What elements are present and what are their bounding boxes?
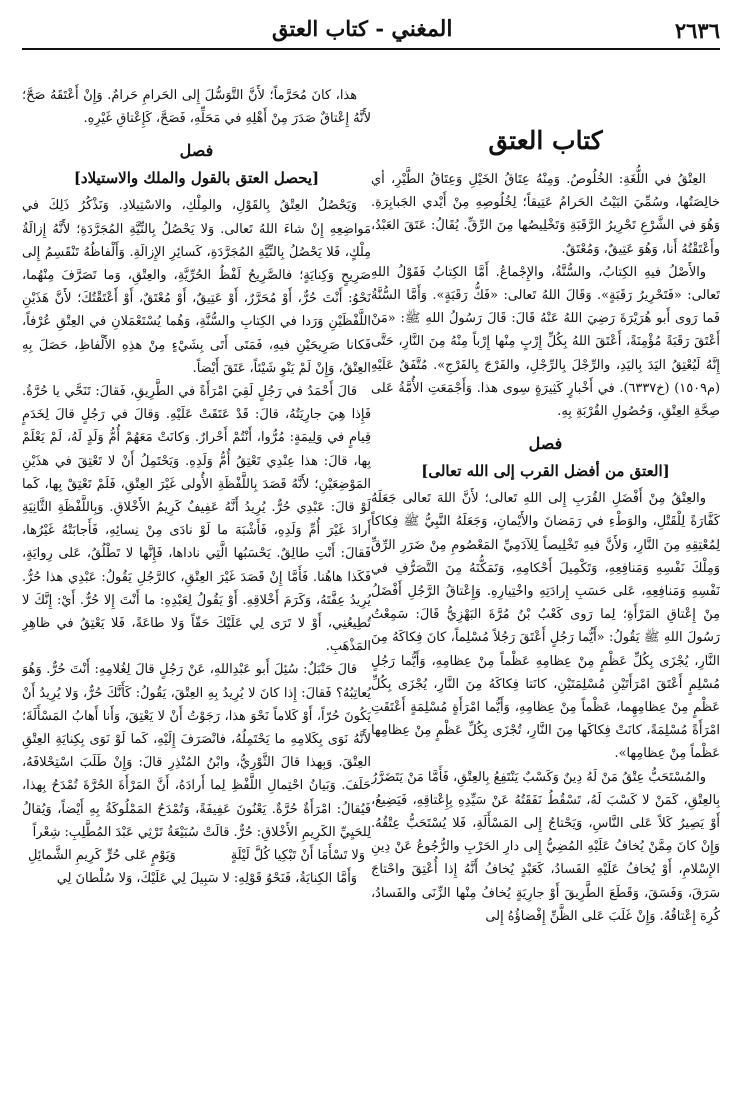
paragraph: قالَ أَحْمَدُ في رَجُلٍ لَقِيَ امْرَأَةً في الطَّرِيقِ، فَقالَ: تَنَحَّي يا حُرَّةُ. فَإِذا هِيَ جارِيَتُهُ، قالَ: قَدْ عَتَقَتْ عَلَيْهِ. وَقالَ في رَجُلٍ قالَ لِخَدَمٍ قِيامٍ في وَلِيمَةٍ: مُرُّوا، أَنْتُمْ أَحْرارٌ. وَكانَتْ مَعَهُمْ أُمُّ وَلَدٍ لَهُ، لَمْ يَعْلَمْ بِها، قالَ: هذا عِنْدِي تَعْتِقُ أُمُّ وَلَدِهِ. وَيَحْتَمِلُ أَنْ لا تَعْتِقَ في هذَيْنِ المَوْضِعَيْنِ؛ لأَنَّهُ قَصَدَ بِاللَّفْظَةِ الأُولى غَيْرَ العِتْقِ، فَلَمْ تَعْتِقْ بِها، كَما لَوْ قالَ: عَبْدِي حُرٌّ. يُرِيدُ أَنَّهُ عَفِيفٌ كَرِيمُ الأَخْلاقِ. وَبِاللَّفْظَةِ الثَّانِيَةِ أَرادَ غَيْرَ أُمِّ وَلَدِهِ، فَأَشْبَهَ ما لَوْ نادَى مِنْ نِسائِهِ، فَأَجابَتْهُ غَيْرُها، فَقالَ: أَنْتِ طالِقٌ. يَحْسَبُها الَّتِي ناداها، فَإِنَّها لا تَطْلُقُ، عَلى رِوايَةٍ، فَكَذا هاهُنا. فَأَمَّا إِنْ قَصَدَ غَيْرَ العِتْقِ، كالرَّجُلِ يَقُولُ: عَبْدِي هذا حُرٌّ. يُرِيدُ عِفَّتَهُ، وَكَرَمَ أَخْلاقِهِ. أَوْ يَقُولُ لِعَبْدِهِ: ما أَنْتَ إِلا حُرٌّ. أَيْ: إِنَّكَ لا تُطِيعُنِي، أَوْ لا تَرَى لِي عَلَيْكَ حَقّاً وَلا طاعَةً، فَلا يَعْتِقُ في ظاهِرِ المَذْهَبِ. — [22, 384, 371, 655]
section-subtitle: [العتق من أفضل القرب إلى الله تعالى] — [421, 462, 670, 481]
page-number: ٢٦٣٦ — [674, 18, 720, 43]
chapter-title: كتاب العتق — [488, 126, 603, 155]
paragraph: والأَصْلُ فيهِ الكِتابُ، والسُّنَّةُ، والإِجْماعُ. أَمَّا الكِتابُ فَقَوْلُ اللهِ تَعالى: «فَتَحْرِيرُ رَقَبَةٍ». وَقَالَ اللهُ تَعالى: «فَكُّ رَقَبَةٍ». وَأَمَّا السُّنَّةُ فَما رَوى أَبو هُرَيْرَةَ رَضِيَ اللهُ عَنْهُ قَالَ: قَالَ رَسُولُ اللهِ ﷺ: «مَنْ أَعْتَقَ رَقَبَةً مُؤْمِنَةً، أَعْتَقَ اللهُ بِكُلِّ إِرْبٍ مِنْها إِرْباً مِنْهُ مِنَ النَّارِ، حَتَّى إِنَّهُ لَيُعْتِقُ اليَدَ بِاليَدِ، والرِّجْلَ بِالرِّجْلِ، والفَرْجَ بِالفَرْجِ». مُتَّفَقٌ عَلَيْهِ (م١٥٠٩) (خ٦٣٣٧). في أَخْبارٍ كَثِيرَةٍ سِوى هذا. وَأَجْمَعَتِ الأُمَّةُ عَلى صِحَّةِ العِتْقِ، وَحُصُولِ القُرْبَةِ بِهِ. — [371, 264, 720, 420]
section-subtitle: [يحصل العتق بالقول والملك والاستيلاد] — [73, 169, 320, 188]
right-column — [371, 80, 720, 1090]
section-label: فصل — [528, 434, 563, 454]
book-title: المغني — [391, 16, 453, 42]
paragraph: وَيَحْصُلُ العِتْقُ بِالقَوْلِ، والمِلْكِ، والاسْتِيلادِ. وَنَذْكُرُ ذَلِكَ في مَواضِعِهِ إِنْ شاءَ اللهُ تَعالى. وَلا يَحْصُلُ بِالنِّيَّةِ المُجَرَّدَةِ؛ لأَنَّهُ إِزالَةُ مِلْكٍ، فَلا يَحْصُلُ بِالنِّيَّةِ المُجَرَّدَةِ، كَسائِرِ الإِزالَةِ. وَأَلْفاظُهُ تَنْقَسِمُ إِلى صَرِيحٍ وَكِنايَةٍ؛ فالصَّرِيحُ لَفْظُ الحُرِّيَّةِ، والعِتْقِ، وَما تَصَرَّفَ مِنْهُما، نَحْوُ: أَنْتَ حُرٌّ، أَوْ مُحَرَّرٌ، أَوْ عَتِيقٌ، أَوْ مُعْتَقٌ، أَوْ أَعْتَقْتُكَ؛ لأَنَّ هَذَيْنِ اللَّفْظَيْنِ وَرَدا في الكِتابِ والسُّنَّةِ، وَهُما يُسْتَعْمَلانِ في العِتْقِ عُرْفاً، فَكانا صَرِيحَيْنِ فيهِ، فَمَتَى أَتَى بِشَيْءٍ مِنْ هذِهِ الأَلْفاظِ، حَصَلَ بِهِ العِتْقُ، وَإِنْ لَمْ يَنْوِ شَيْئاً، عَتَقَ أَيْضاً. — [22, 198, 371, 376]
running-title — [272, 16, 453, 42]
paragraph: العِتْقُ في اللُّغَةِ: الخُلُوصُ. وَمِنْهُ عِتَاقُ الخَيْلِ وَعِتَاقُ الطَّيْرِ، أي خالِصَتُها، وسُمِّيَ البَيْتُ الحَرامُ عَتِيقاً؛ لِخُلُوصِهِ مِنْ أَيْدي الجَبابِرَةِ. وَهُوَ في الشَّرْعِ تَحْرِيرُ الرَّقَبَةِ وَتَخْلِيصُها مِنَ الرِّقِّ. يُقَالُ: عَتَقَ العَبْدُ، وأَعْتَقْتُهُ أَنا، وَهُوَ عَتِيقٌ، وَمُعْتَقٌ. — [371, 172, 720, 257]
header-rule — [22, 48, 720, 50]
poetry-verse — [22, 844, 371, 867]
verse-hemistich-first: وَلا تَسْأَمَا أَنْ تَبْكِيا كُلَّ لَيْلَةٍ — [230, 848, 365, 864]
verse-hemistich-second: وَيَوْمٍ عَلى حُرٍّ كَرِيمِ الشَّمائِلِ — [28, 848, 176, 864]
paragraph: والمُسْتَحَبُّ عِتْقُ مَنْ لَهُ دِينٌ وَكَسْبٌ يَنْتَفِعُ بِالعِتْقِ، فَأَمَّا مَنْ يَتَضَرَّرُ بِالعِتْقِ، كَمَنْ لا كَسْبَ لَهُ، تَسْقُطُ نَفَقَتُهُ عَنْ سَيِّدِهِ بِإِعْتاقِهِ، فَيَضِيعُ، أَوْ يَصِيرُ كَلاً عَلى النَّاسِ، وَيَحْتاجُ إِلى المَسْأَلَةِ، فَلا يُسْتَحَبُّ عِتْقُهُ. وَإِنْ كانَ مِمَّنْ يُخافُ عَلَيْهِ المُضِيُّ إِلى دارِ الحَرْبِ والرُّجُوعُ عَنْ دِينِ الإِسْلامِ، أَوْ يُخافُ عَلَيْهِ الفَسادُ، كَعَبْدٍ يُخافُ أَنَّهُ إِذا أُعْتِقَ واحْتاجَ سَرَقَ، وَفَسَقَ، وَقَطَعَ الطَّرِيقَ أَوْ جارِيَةٍ يُخافُ مِنْها الزِّنَى والفَسادُ، كُرِهَ إِعْتاقُهُ. وَإِنْ غَلَبَ عَلى الظَّنِّ إِفْضاؤُهُ إِلى — [371, 769, 720, 924]
paragraph: هذا، كانَ مُحَرَّماً؛ لأَنَّ التَّوَسُّلَ إِلى الحَرامِ حَرامٌ. وَإِنْ أَعْتَقَهُ صَحَّ؛ لأَنَّهُ إِعْتاقٌ صَدَرَ مِنْ أَهْلِهِ في مَحَلِّهِ، فَصَحَّ، كَإِعْتاقِ غَيْرِهِ. — [22, 88, 371, 127]
section-title: كتاب العتق — [272, 16, 369, 41]
title-separator: - — [368, 16, 392, 41]
paragraph: والعِتْقُ مِنْ أَفْضَلِ القُرَبِ إِلى اللهِ تَعالى؛ لأَنَّ اللهَ تَعالى جَعَلَهُ كَفَّارَةً لِلْقَتْلِ، والوَطْءِ في رَمَضانَ والأَيْمانِ، وَجَعَلَهُ النَّبِيُّ ﷺ فِكاكاً لِمُعْتِقِهِ مِنَ النَّارِ، وَلأَنَّ فيهِ تَخْلِيصاً لِلآدَمِيِّ المَعْصُومِ مِنْ ضَرَرِ الرِّقِّ وَمِلْكَ نَفْسِهِ وَمَنافِعِهِ، وَتَكْمِيلَ أَحْكامِهِ، وَتَمَكُّنَهُ مِنَ التَّصَرُّفِ في نَفْسِهِ وَمَنافِعِهِ، عَلى حَسَبِ إِرادَتِهِ واخْتِيارِهِ. وَإِعْتاقُ الرَّجُلِ أَفْضَلُ مِنْ إِعْتاقِ المَرْأَةِ؛ لِما رَوى كَعْبُ بْنُ مُرَّةَ البَهْزِيُّ قَالَ: سَمِعْتُ رَسُولَ اللهِ ﷺ يَقُولُ: «أَيُّما رَجُلٍ أَعْتَقَ رَجُلاً مُسْلِماً، كانَ فِكاكَهُ مِنَ النَّارِ، يُجْزَى بِكُلِّ عَظْمٍ مِنْ عِظامِهِ عَظْماً مِنْ عِظامِهِ، وَأَيُّما رَجُلٍ مُسْلِمٍ أَعْتَقَ امْرَأَتَيْنِ مُسْلِمَتَيْنِ، كانَتا فِكاكَهُ مِنَ النَّارِ، يُجْزَى بِكُلِّ عَظْمٍ مِنْ عِظامِهِما، عَظْماً مِنْ عِظامِهِ، وَأَيُّما امْرَأَةٍ مُسْلِمَةٍ أَعْتَقَتِ امْرَأَةً مُسْلِمَةً، كانَتْ فِكاكَها مِنَ النَّارِ، تُجْزَى بِكُلِّ عَظْمٍ مِنْ عِظامِها عَظْماً مِنْ عِظامِها». — [371, 491, 720, 762]
left-column — [22, 84, 371, 1089]
paragraph: قالَ حَنْبَلٌ: سُئِلَ أَبو عَبْدِاللهِ، عَنْ رَجُلٍ قالَ لِغُلامِهِ: أَنْتَ حُرٌّ. وَهُوَ يُعاتِبُهُ؟ فَقالَ: إِذا كانَ لا يُرِيدُ بِهِ العِتْقَ، يَقُولُ: كَأَنَّكَ حُرٌّ، وَلا يُرِيدُ أَنْ يَكُونَ حُرّاً، أَوْ كَلاماً نَحْوَ هذا، رَجَوْتُ أَنْ لا يَعْتِقَ، وَأَنا أَهابُ المَسْأَلَةَ؛ لأَنَّهُ نَوَى بِكَلامِهِ ما يَحْتَمِلُهُ، فانْصَرَفَ إِلَيْهِ، كَما لَوْ نَوَى بِكِنايَةِ العِتْقِ العِتْقَ. وَبِهذا قالَ الثَّوْرِيُّ، وابْنُ المُنْذِرِ قالَ: وَإِنْ طَلَبَ اسْتِحْلافَهُ، حَلَفَ. وَبَيانُ احْتِمالِ اللَّفْظِ لِما أَرادَهُ، أَنَّ المَرْأَةَ الحُرَّةَ تُمْدَحُ بِهذا، فَيُقالُ: امْرَأَةٌ حُرَّةٌ. يَعْنُونَ عَفِيفَةً، وَتُمْدَحُ المَمْلُوكَةُ بِهِ أَيْضاً، وَيُقالُ لِلحَيِيِّ الكَرِيمِ الأَخْلاقِ: حُرٌّ. قالَتْ سُبَيْعَةُ تَرْثِي عَبْدَ المُطَّلِبِ: شِعْراً — [22, 662, 371, 840]
paragraph: وَأَمَّا الكِنايَةُ، فَنَحْوُ قَوْلِهِ: لا سَبِيلَ لِي عَلَيْكَ، وَلا سُلْطانَ لِي — [56, 871, 357, 887]
section-label: فصل — [179, 141, 214, 161]
page-header — [22, 12, 720, 52]
